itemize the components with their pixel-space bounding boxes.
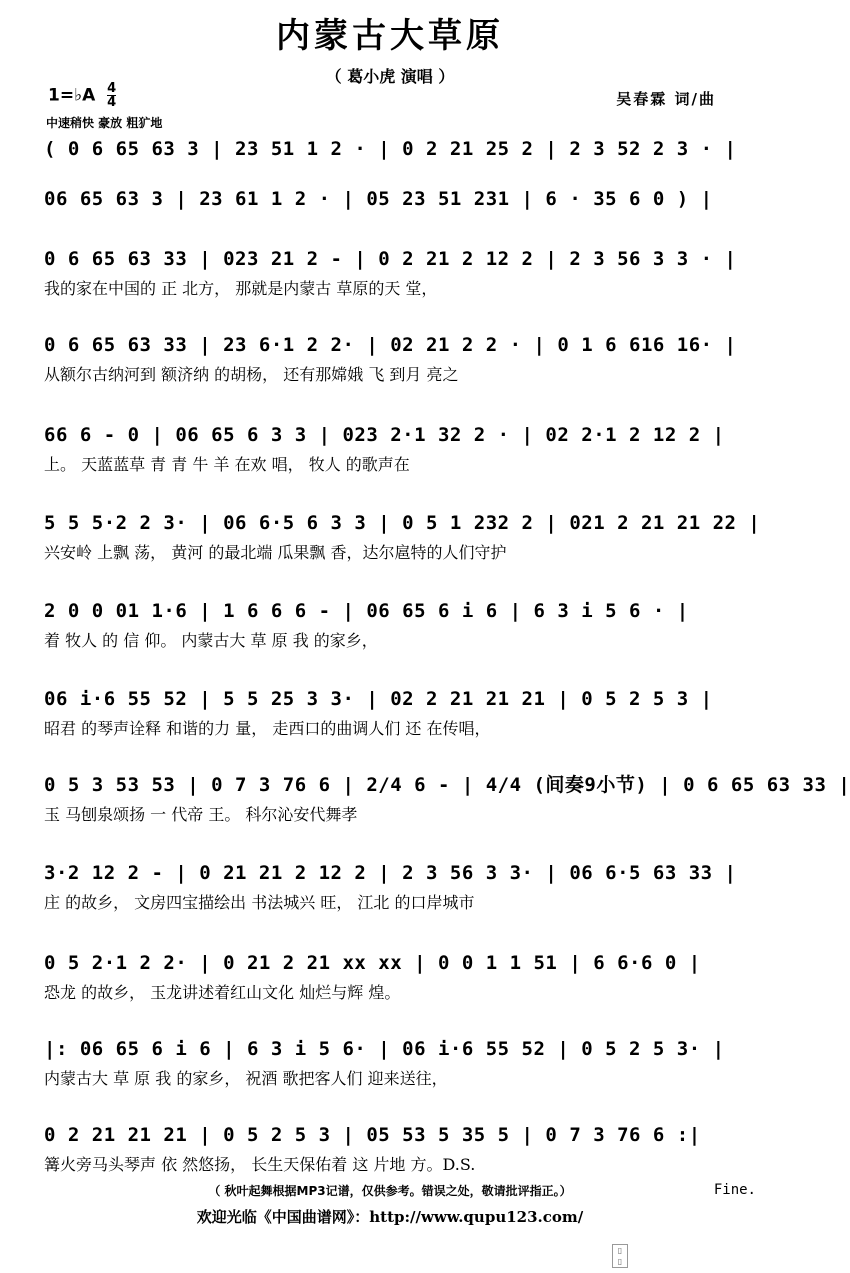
lyrics: 上。 天蓝蓝草 青 青 牛 羊 在欢 唱， 牧人 的歌声在 bbox=[44, 455, 410, 474]
lyrics: 昭君 的琴声诠释 和谐的力 量， 走西口的曲调人们 还 在传唱， bbox=[44, 719, 491, 738]
time-signature bbox=[107, 82, 116, 109]
notation: 0 5 3 53 53 | 0 7 3 76 6 | 2/4 6 - | 4/4 (间奏9小节) | 0 6 65 63 33 | bbox=[44, 774, 850, 796]
notation: 06 65 63 3 | 23 61 1 2 · | 05 23 51 231 | 6 · 35 6 0 ) | bbox=[44, 188, 713, 210]
lyrics: 从额尔古纳河到 额济纳 的胡杨， 还有那嫦娥 飞 到月 亮之 bbox=[44, 365, 459, 384]
tempo-marking: 中速稍快 豪放 粗犷地 bbox=[46, 116, 163, 130]
transcriber-note: （ 秋叶起舞根据MP3记谱，仅供参考。错误之处，敬请批评指正。） bbox=[208, 1184, 572, 1198]
key-label: 1=♭A bbox=[48, 85, 96, 106]
lyrics: 内蒙古大 草 原 我 的家乡， 祝酒 歌把客人们 迎来送往， bbox=[44, 1069, 448, 1088]
notation: 0 2 21 21 21 | 0 5 2 5 3 | 05 53 5 35 5 | 0 7 3 76 6 :| bbox=[44, 1124, 701, 1146]
lyrics: 着 牧人 的 信 仰。 内蒙古大 草 原 我 的家乡， bbox=[44, 631, 378, 650]
lyrics: 我的家在中国的 正 北方， 那就是内蒙古 草原的天 堂， bbox=[44, 279, 438, 298]
notation: 06 i·6 55 52 | 5 5 25 3 3· | 02 2 21 21 21 | 0 5 2 5 3 | bbox=[44, 688, 713, 710]
composer-credit: 吴春霖 词/曲 bbox=[616, 90, 716, 108]
lyrics: 恐龙 的故乡， 玉龙讲述着红山文化 灿烂与辉 煌。 bbox=[44, 983, 401, 1002]
lyrics: 玉 马刨泉颂扬 一 代帝 王。 科尔沁安代舞孝 bbox=[44, 805, 358, 824]
notation: ( 0 6 65 63 3 | 23 51 1 2 · | 0 2 21 25 2 | 2 3 52 2 3 · | bbox=[44, 138, 737, 160]
lyrics: 庄 的故乡， 文房四宝描绘出 书法城兴 旺， 江北 的口岸城市 bbox=[44, 893, 475, 912]
performer: （ 葛小虎 演唱 ） bbox=[325, 67, 455, 86]
notation: 0 6 65 63 33 | 023 21 2 - | 0 2 21 2 12 2 | 2 3 56 3 3 · | bbox=[44, 248, 737, 270]
watermark-stamp-icon: ▯ ▯ bbox=[612, 1244, 628, 1268]
notation: 0 5 2·1 2 2· | 0 21 2 21 xx xx | 0 0 1 1 51 | 6 6·6 0 | bbox=[44, 952, 701, 974]
lyrics: 篝火旁马头琴声 依 然悠扬， 长生天保佑着 这 片地 方。D.S. bbox=[44, 1155, 476, 1174]
lyrics: 兴安岭 上飘 荡， 黄河 的最北端 瓜果飘 香，达尔扈特的人们守护 bbox=[44, 543, 507, 562]
notation: 3·2 12 2 - | 0 21 21 2 12 2 | 2 3 56 3 3· | 06 6·5 63 33 | bbox=[44, 862, 737, 884]
time-bottom: 4 bbox=[107, 95, 117, 110]
notation: 66 6 - 0 | 06 65 6 3 3 | 023 2·1 32 2 · | 02 2·1 2 12 2 | bbox=[44, 424, 725, 446]
song-title: 内蒙古大草原 bbox=[276, 16, 504, 56]
time-top: 4 bbox=[107, 81, 117, 96]
notation: 2 0 0 01 1·6 | 1 6 6 6 - | 06 65 6 i 6 | 6 3 i 5 6 · | bbox=[44, 600, 689, 622]
key-signature bbox=[48, 82, 116, 109]
notation: |: 06 65 6 i 6 | 6 3 i 5 6· | 06 i·6 55 52 | 0 5 2 5 3· | bbox=[44, 1038, 725, 1060]
site-welcome: 欢迎光临《中国曲谱网》：http://www.qupu123.com/ bbox=[196, 1208, 584, 1226]
fine-marking: Fine. bbox=[713, 1182, 756, 1198]
notation: 0 6 65 63 33 | 23 6·1 2 2· | 02 21 2 2 · | 0 1 6 616 16· | bbox=[44, 334, 737, 356]
notation: 5 5 5·2 2 3· | 06 6·5 6 3 3 | 0 5 1 232 2 | 021 2 21 21 22 | bbox=[44, 512, 761, 534]
